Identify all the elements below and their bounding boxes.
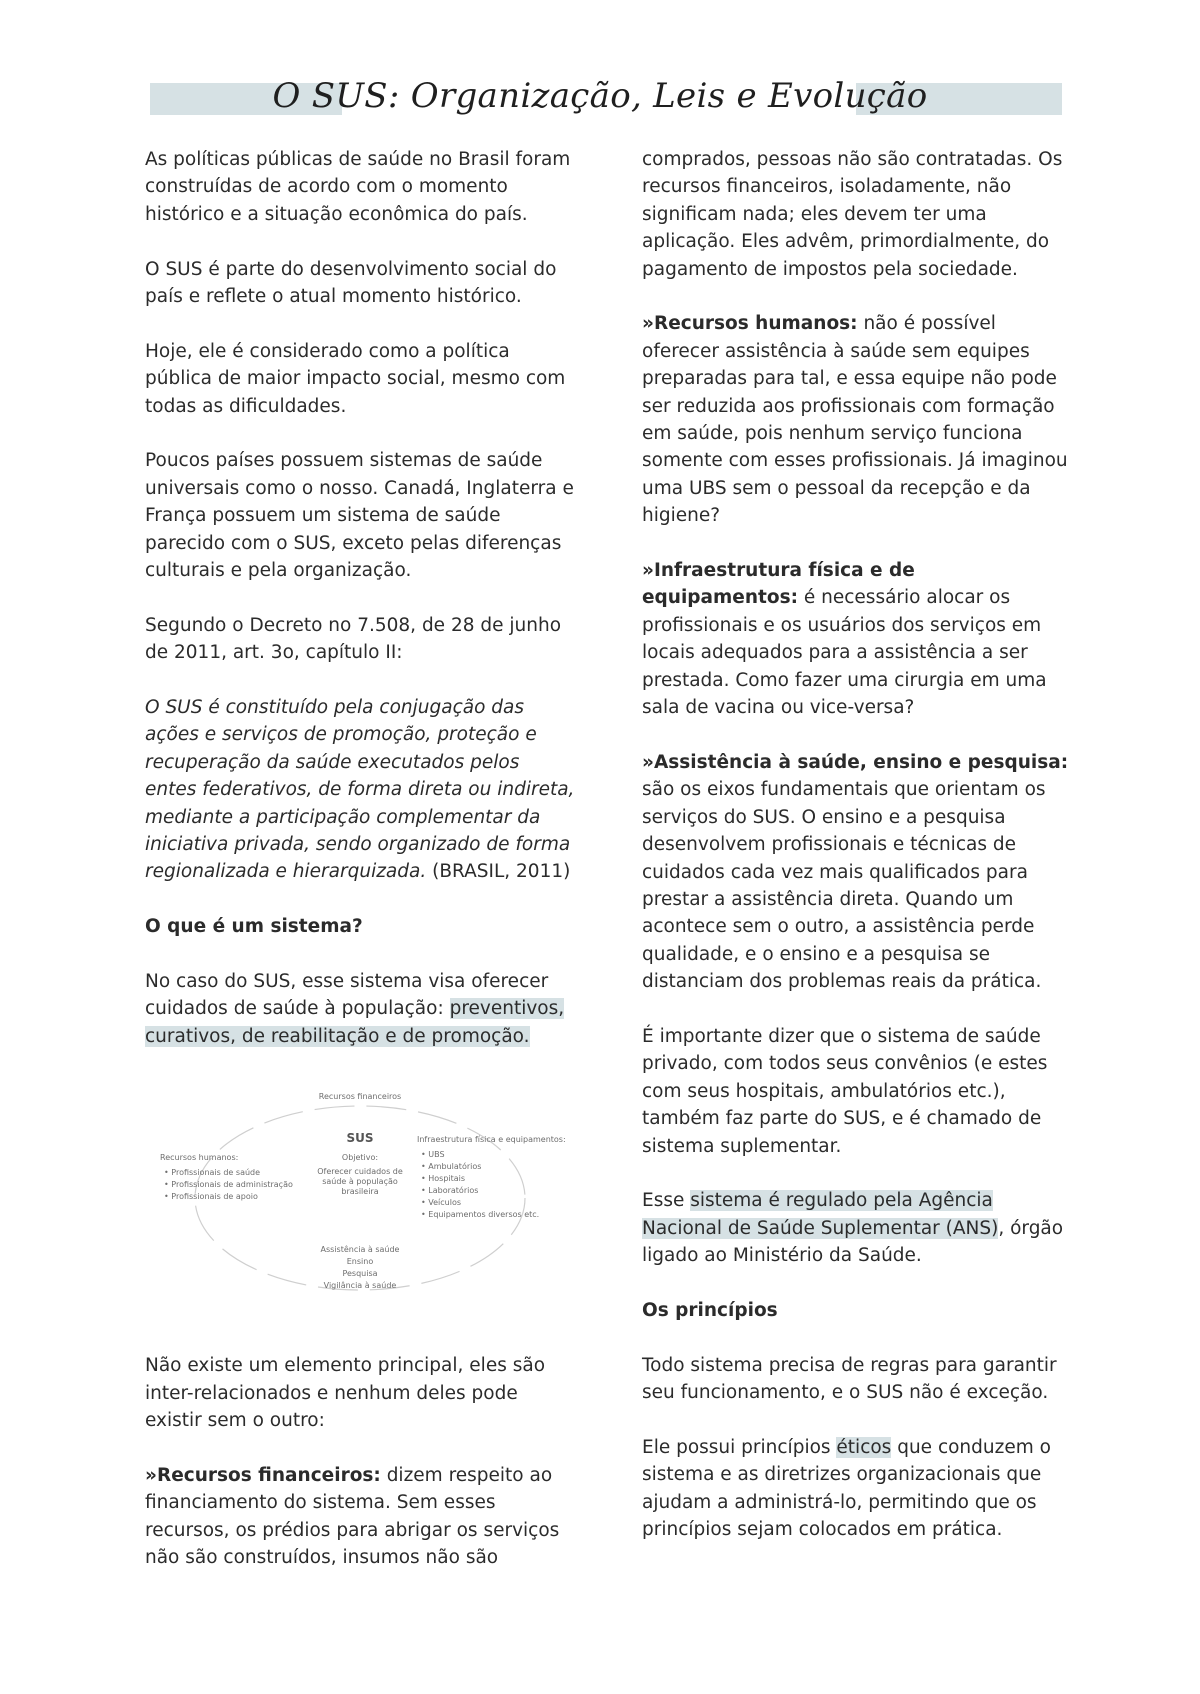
diagram-left-item: • Profissionais de administração [164,1180,293,1190]
term-label: »Infraestrutura física e de equipamentos: [642,560,915,609]
left-column [145,146,575,1599]
diagram-right-item: • Hospitais [421,1174,466,1184]
diagram-top-label: Recursos financeiros [318,1092,402,1102]
diagram-right-item: • Ambulatórios [421,1162,482,1172]
diagram-left-item: • Profissionais de saúde [164,1168,261,1178]
term-label: »Assistência à saúde, ensino e pesquisa: [642,751,1069,773]
diagram-center-subtitle: Objetivo: [341,1153,379,1163]
paragraph [642,749,1072,996]
highlighted-text: éticos [836,1436,892,1458]
paragraph-text: não é possível oferecer assistência à saúde sem equipes preparadas para tal, e essa equipe não pode ser reduzida aos profissionais com formação em saúde, pois nenhum serviço funciona somente com esses profissionais. Já imaginou uma UBS sem o pessoal da recepção e da higiene? [642,313,1068,527]
diagram-bottom-item: Vigilância à saúde [323,1281,397,1291]
paragraph [145,1462,575,1572]
section-heading: Os princípios [642,1299,778,1321]
diagram-center-text: Oferecer cuidados de [317,1167,403,1177]
paragraph-text: No caso do SUS, esse sistema visa oferecer cuidados de saúde à população: [145,971,549,1020]
paragraph-text: Ele possui princípios [642,1436,837,1458]
page-title: O SUS: Organização, Leis e Evolução [272,76,928,116]
diagram-right-item: • Laboratórios [421,1186,479,1196]
paragraph-text: que conduzem o sistema e as diretrizes organizacionais que ajudam a administrá-lo, permitindo que os princípios sejam colocados em prática. [642,1436,1051,1541]
diagram-bottom-item: Ensino [346,1257,374,1267]
diagram-center-title: SUS [346,1131,374,1146]
paragraph-text: Esse [642,1190,691,1212]
section-heading: O que é um sistema? [145,916,363,938]
highlighted-text: sistema é regulado pela Agência Nacional de Saúde Suplementar (ANS) [642,1190,999,1239]
paragraph-text: , órgão ligado ao Ministério da Saúde. [642,1217,1064,1267]
paragraph [642,1187,1072,1269]
paragraph-text: é necessário alocar os profissionais e os usuários dos serviços em locais adequados para a assistência a ser prestada. Como fazer uma cirurgia em uma sala de vacina ou vice-versa? [642,587,1047,719]
diagram-right-item: • Veículos [421,1198,462,1208]
diagram-right-title: Infraestrutura física e equipamentos: [417,1135,566,1145]
paragraph: As políticas públicas de saúde no Brasil foram construídas de acordo com o momento histórico e a situação econômica do país. [145,149,571,225]
paragraph: O SUS é parte do desenvolvimento social do país e reflete o atual momento histórico. [145,258,557,308]
right-column [642,146,1072,1571]
quote-text: O SUS é constituído pela conjugação das ações e serviços de promoção, proteção e recuperação da saúde executados pelos entes federativos, de forma direta ou indireta, mediante a participação complementar da iniciativa privada, sendo organizado de forma regionalizada e hierarquizada. [145,697,575,883]
diagram-bottom-item: Pesquisa [342,1269,378,1279]
diagram-right-item: • UBS [421,1150,445,1160]
paragraph: Segundo o Decreto no 7.508, de 28 de junho de 2011, art. 3o, capítulo II: [145,614,562,664]
paragraph [642,310,1072,529]
paragraph: Não existe um elemento principal, eles são inter-relacionados e nenhum deles pode existir sem o outro: [145,1355,546,1432]
quote-source: (BRASIL, 2011) [426,861,571,883]
paragraph-text: dizem respeito ao financiamento do sistema. Sem esses recursos, os prédios para abrigar os serviços não são construídos, insumos não são [145,1464,560,1569]
paragraph: Poucos países possuem sistemas de saúde universais como o nosso. Canadá, Inglaterra e França possuem um sistema de saúde parecido com o SUS, exceto pelas diferenças culturais e pela organização. [145,450,574,582]
diagram-left-item: • Profissionais de apoio [164,1192,258,1202]
highlighted-text: preventivos, curativos, de reabilitação e de promoção. [145,998,565,1047]
term-label: »Recursos financeiros: [145,1464,381,1486]
diagram-bottom-item: Assistência à saúde [320,1245,400,1255]
paragraph [642,557,1072,721]
term-label: »Recursos humanos: [642,313,858,335]
paragraph-text: são os eixos fundamentais que orientam os serviços do SUS. O ensino e a pesquisa desenvolvem profissionais e técnicas de cuidados cada vez mais qualificados para prestar a assistência direta. Quando um acontece sem o outro, a assistência perde qualidade, e o ensino e a pesquisa se distanciam dos problemas reais da prática. [642,779,1046,993]
paragraph [642,1434,1072,1544]
diagram-center-text: saúde à população [322,1177,398,1187]
diagram-center-text: brasileira [341,1187,379,1197]
paragraph [145,968,575,1050]
diagram-left-title: Recursos humanos: [160,1153,239,1163]
sus-system-diagram [155,1090,575,1310]
diagram-right-item: • Equipamentos diversos etc. [421,1210,540,1220]
paragraph: comprados, pessoas não são contratadas. Os recursos financeiros, isoladamente, não significam nada; eles devem ter uma aplicação. Eles advêm, primordialmente, do pagamento de impostos pela sociedade. [642,149,1063,280]
paragraph: Todo sistema precisa de regras para garantir seu funcionamento, e o SUS não é exceção. [642,1354,1057,1404]
decree-quote [145,694,575,886]
paragraph: É importante dizer que o sistema de saúde privado, com todos seus convênios (e estes com seus hospitais, ambulatórios etc.), também faz parte do SUS, e é chamado de sistema suplementar. [642,1025,1048,1157]
paragraph: Hoje, ele é considerado como a política pública de maior impacto social, mesmo com todas as dificuldades. [145,340,566,417]
